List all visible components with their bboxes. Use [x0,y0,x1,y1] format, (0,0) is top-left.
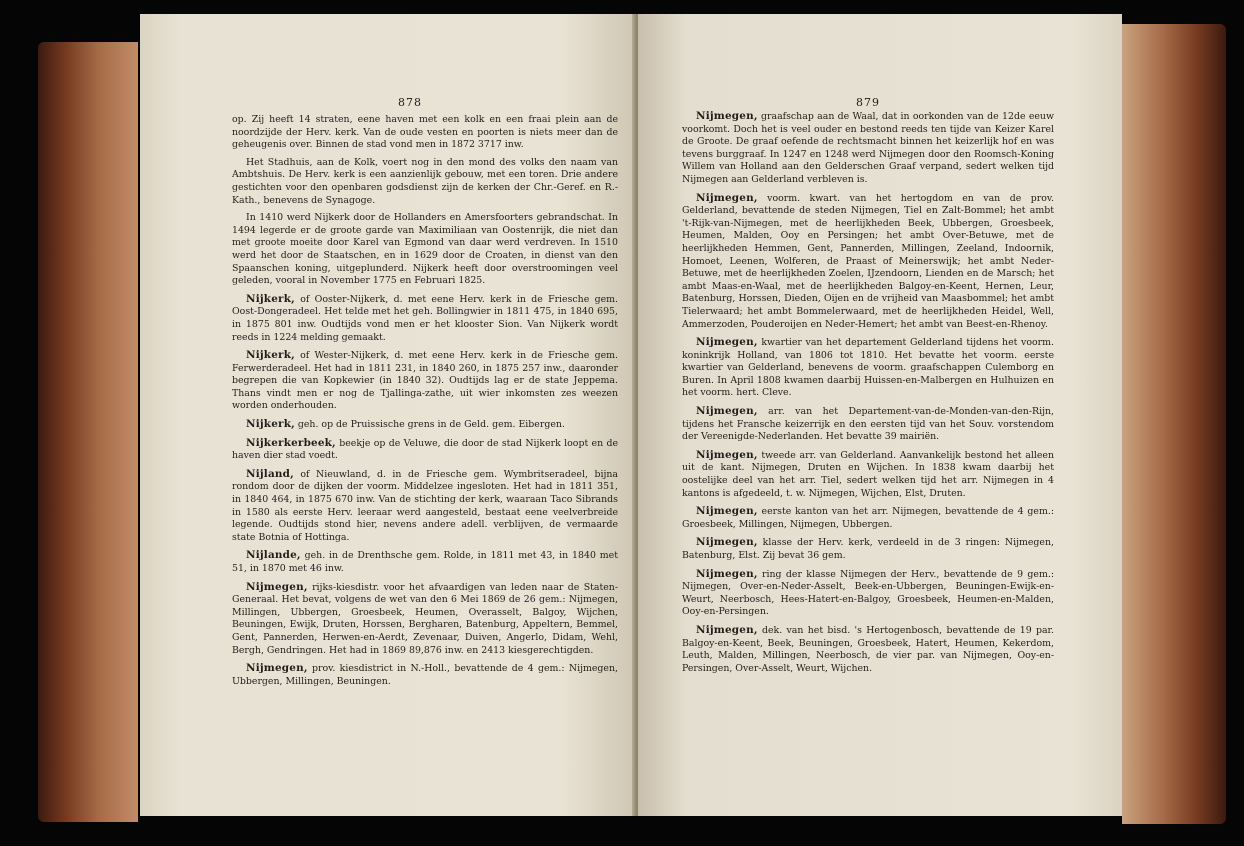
entry-body: graafschap aan de Waal, dat in oorkonden van de 12de eeuw voorkomt. Doch het is veel ouder en bestond reeds ten tijde van Keizer Karel de Groote. De graaf oefende de rechtsmacht binnen het keizerlijk hof en was tevens burggraaf. In 1247 en 1248 werd Nijmegen door den Roomsch-Koning Willem van Holland aan den Gelderschen Graaf verpand, sedert welken tijd Nijmegen aan Gelderland verbleven is. [682,111,1054,185]
dictionary-entry [232,437,618,463]
entry-headword: Nijmegen, [696,405,758,418]
left-page-number: 878 [398,96,422,109]
dictionary-entry [682,405,1054,444]
entry-headword: Nijmegen, [246,662,308,675]
dictionary-entry [682,536,1054,562]
left-page-edges [38,42,138,822]
entry-headword: Nijmegen, [696,567,758,580]
entry-body: geh. op de Pruissische grens in de Geld. gem. Eibergen. [294,419,565,431]
entry-headword: Nijmegen, [696,536,758,549]
entry-body: of Ooster-Nijkerk, d. met eene Herv. kerk in de Friesche gem. Oost-Dongeradeel. Het telde met het geh. Bollingwier in 1811 475, in 1840 695, in 1875 801 inw. Oudtijds vond men er het klooster Sion. Van Nijkerk wordt reeds in 1224 melding gemaakt. [232,293,618,343]
entry-body: rijks-kiesdistr. voor het afvaardigen van leden naar de Staten-Generaal. Het bevat, volgens de wet van den 6 Mei 1869 de 26 gem.: Nijmegen, Millingen, Ubbergen, Groesbeek, Heumen, Overasselt, Balgoy, Wijchen, Beuningen, Ewijk, Druten, Horssen, Bergharen, Batenburg, Appeltern, Bemmel, Gent, Pannerden, Herwen-en-Aerdt, Zevenaar, Duiven, Angerlo, Didam, Wehl, Bergh, Gendringen. Het had in 1869 89,876 inw. en 2413 kiesgerechtigden. [232,581,618,656]
dictionary-entry [232,114,618,152]
entry-body: dek. van het bisd. 's Hertogenbosch, bevattende de 19 par. Balgoy-en-Keent, Beek, Beuningen, Groesbeek, Hatert, Heumen, Kekerdom, Leuth, Malden, Millingen, Neerbosch, de vier par. van Nijmegen, Ooy-en-Persingen, Over-Asselt, Weurt, Wijchen. [682,624,1054,674]
entry-body: In 1410 werd Nijkerk door de Hollanders en Amersfoorters gebrandschat. In 1494 legerde er de groote garde van Maximiliaan van Oostenrijk, die niet dan met groote moeite door Karel van Egmond van daar werd verdreven. In 1510 werd het door de Staatschen, en in 1629 door de Croaten, in dienst van den Spaanschen koning, uitgeplunderd. Nijkerk heeft door overstroomingen veel geleden, vooral in November 1775 en Februari 1825. [232,212,618,287]
entry-headword: Nijmegen, [246,580,308,593]
entry-headword: Nijmegen, [696,110,758,122]
dictionary-entry [232,212,618,288]
entry-headword: Nijlande, [246,549,301,562]
right-page [638,14,1122,816]
entry-headword: Nijmegen, [696,448,758,461]
entry-headword: Nijmegen, [696,191,758,204]
entry-headword: Nijmegen, [696,336,758,349]
dictionary-entry [682,449,1054,500]
entry-body: Het Stadhuis, aan de Kolk, voert nog in den mond des volks den naam van Ambtshuis. De Herv. kerk is een aanzienlijk gebouw, met een toren. Drie andere gestichten voor den openbaren godsdienst zijn de kerken der Chr.-Geref. en R.-Kath., benevens de Synagoge. [232,156,618,206]
entry-body: voorm. kwart. van het hertogdom en van de prov. Gelderland, bevattende de steden Nijmegen, Tiel en Zalt-Bommel; het ambt 't-Rijk-van-Nijmegen, met de heerlijkheden Beek, Ubbergen, Groesbeek, Heumen, Malden, Ooy en Persingen; het ambt Over-Betuwe, met de heerlijkheden Hemmen, Gent, Pannerden, Millingen, Zeeland, Indoornik, Homoet, Leenen, Wolferen, de Praast of Meinerswijk; het ambt Neder-Betuwe, met de heerlijkheden Zoelen, IJzendoorn, Lienden en de Marsch; het ambt Maas-en-Waal, met de heerlijkheden Balgoy-en-Keent, Hernen, Leur, Batenburg, Horssen, Dieden, Oijen en de vrijheid van Maasbommel; het ambt Tielerwaard; het ambt Bommelerwaard, met de heerlijkheden Heidel, Well, Ammerzoden, Pouderoijen en Neder-Hemert; het ambt van Beest-en-Rhenoy. [682,192,1054,330]
entry-headword: Nijmegen, [696,623,758,636]
entry-body: tweede arr. van Gelderland. Aanvankelijk bestond het alleen uit de kant. Nijmegen, Druten en Wijchen. In 1838 kwam daarbij het oostelijke deel van het arr. Tiel, sedert welken tijd het arr. Nijmegen in 4 kantons is afgedeeld, t. w. Nijmegen, Wijchen, Elst, Druten. [682,449,1054,499]
entry-headword: Nijmegen, [696,505,758,518]
entry-body: eerste kanton van het arr. Nijmegen, bevattende de 4 gem.: Groesbeek, Millingen, Nijmegen, Ubbergen. [682,506,1054,530]
right-page-text [682,110,1054,680]
dictionary-entry [232,349,618,413]
left-page [140,14,636,816]
dictionary-entry [682,336,1054,400]
entry-body: ring der klasse Nijmegen der Herv., bevattende de 9 gem.: Nijmegen, Over-en-Neder-Asselt, Beek-en-Ubbergen, Beuningen-Ewijk-en-Weurt, Neerbosch, Hees-Hatert-en-Balgoy, Groesbeek, Heumen-en-Malden, Ooy-en-Persingen. [682,568,1054,618]
dictionary-entry [232,418,618,432]
dictionary-entry [232,581,618,658]
dictionary-entry [232,468,618,545]
open-book [38,10,1226,832]
dictionary-entry [232,157,618,207]
dictionary-entry [682,624,1054,675]
dictionary-entry [682,192,1054,332]
entry-body: of Wester-Nijkerk, d. met eene Herv. kerk in de Friesche gem. Ferwerderadeel. Het had in 1811 231, in 1840 260, in 1875 257 inw., daaronder begrepen die van Kopkewier (in 1840 32). Oudtijds lag er de state Jeppema. Thans vindt men er nog de Tjallinga-zathe, uit wier inkomsten zes weezen worden onderhouden. [232,350,618,412]
entry-body: op. Zij heeft 14 straten, eene haven met een kolk en een fraai plein aan de noordzijde der Herv. kerk. Van de oude vesten en poorten is niets meer dan de geheugenis over. Binnen de stad vond men in 1872 3717 inw. [232,114,618,151]
entry-headword: Nijkerk, [246,349,295,362]
entry-headword: Nijkerkerbeek, [246,436,336,449]
entry-body: of Nieuwland, d. in de Friesche gem. Wymbritseradeel, bijna rondom door de dijken der voorm. Middelzee ingesloten. Het had in 1811 351, in 1840 464, in 1875 670 inw. Van de stichting der kerk, waaraan Taco Sibrands in 1580 als eerste Herv. leeraar werd aangesteld, bestaat eene veelverbreide legende. Oudtijds stond hier, nevens andere adell. verblijven, de vermaarde state Botnia of Hottinga. [232,468,618,543]
dictionary-entry [682,110,1054,187]
entry-body: kwartier van het departement Gelderland tijdens het voorm. koninkrijk Holland, van 1806 tot 1810. Het bevatte het voorm. eerste kwartier van Gelderland, benevens de voorm. graafschappen Culemborg en Buren. In April 1808 kwamen daarbij Huissen-en-Malbergen en Hulhuizen en het voorm. hert. Cleve. [682,337,1054,399]
left-page-text [232,114,618,693]
dictionary-entry [232,293,618,344]
entry-body: geh. in de Drenthsche gem. Rolde, in 1811 met 43, in 1840 met 51, in 1870 met 46 inw. [232,550,618,574]
right-page-number: 879 [856,96,880,109]
dictionary-entry [682,568,1054,619]
entry-body: prov. kiesdistrict in N.-Holl., bevattende de 4 gem.: Nijmegen, Ubbergen, Millingen, Beuningen. [232,663,618,687]
dictionary-entry [232,549,618,575]
dictionary-entry [232,662,618,688]
entry-headword: Nijland, [246,467,294,480]
dictionary-entry [682,505,1054,531]
entry-body: arr. van het Departement-van-de-Monden-van-den-Rijn, tijdens het Fransche keizerrijk en den eersten tijd van het Souv. vorstendom der Vereenigde-Nederlanden. Het bevatte 39 mairiën. [682,406,1054,443]
right-page-edges [1122,24,1226,824]
entry-headword: Nijkerk, [246,292,295,305]
entry-body: beekje op de Veluwe, die door de stad Nijkerk loopt en de haven dier stad voedt. [232,437,618,462]
entry-body: klasse der Herv. kerk, verdeeld in de 3 ringen: Nijmegen, Batenburg, Elst. Zij bevat 36 gem. [682,537,1054,561]
entry-headword: Nijkerk, [246,418,295,431]
